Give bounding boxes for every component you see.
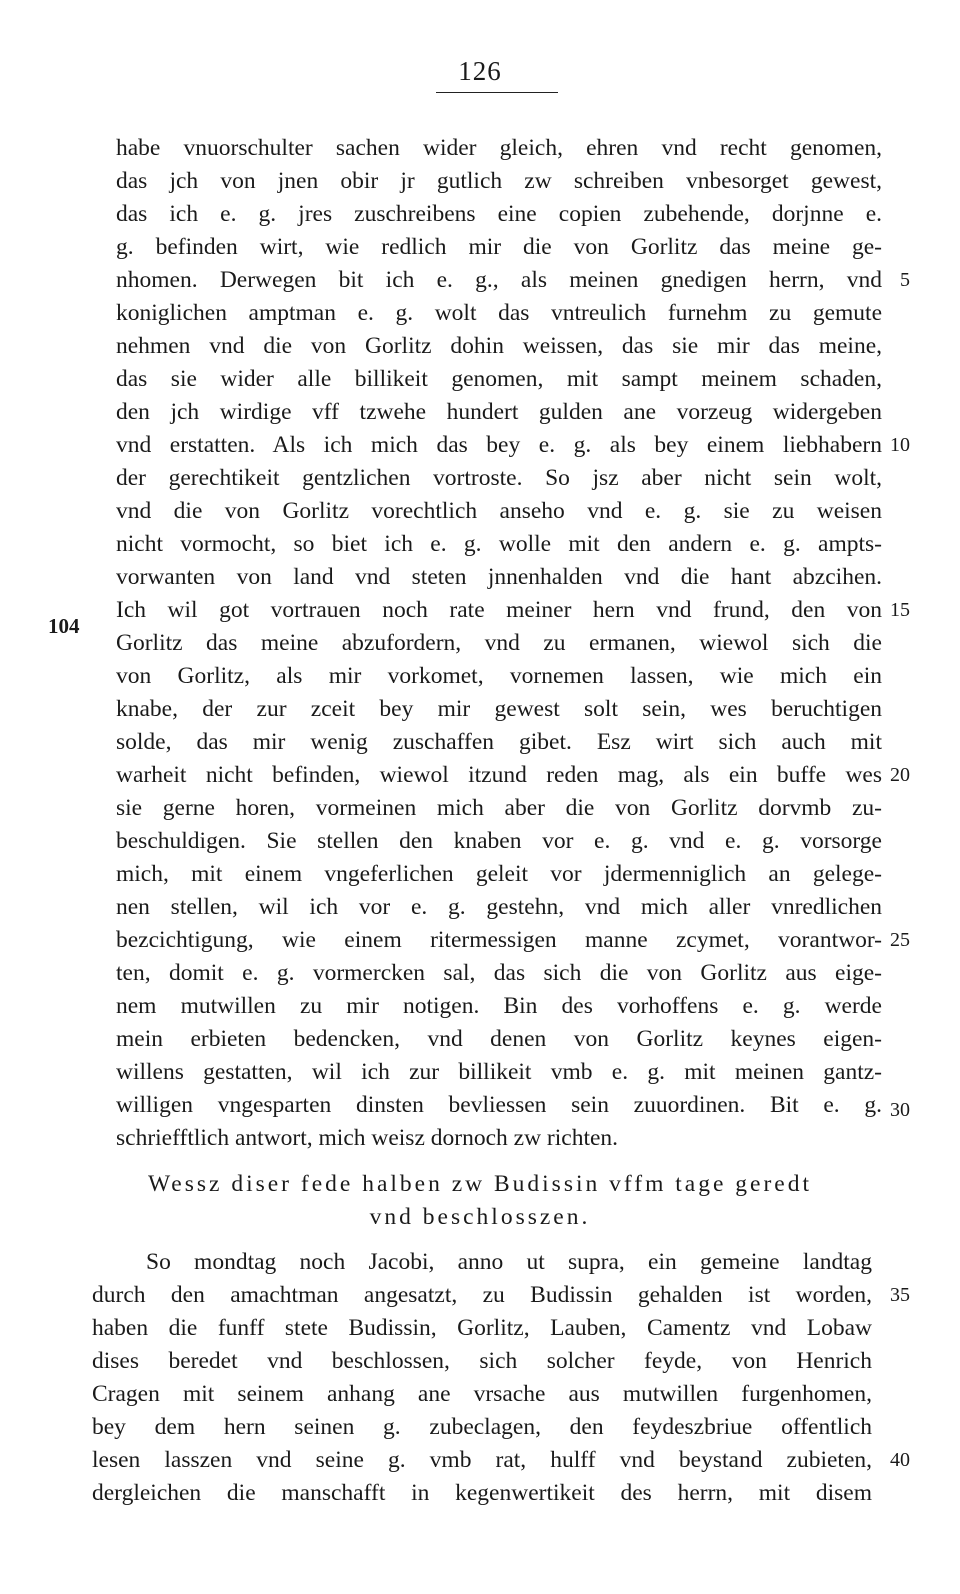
line-number: 10 — [890, 434, 910, 456]
text-line: nen stellen, wil ich vor e. g. gestehn, vnd mich aller vnredlichen — [116, 894, 882, 920]
text-line: haben die funff stete Budissin, Gorlitz, Lauben, Camentz vnd Lobaw — [92, 1315, 872, 1341]
text-line: das ich e. g. jres zuschreibens eine copien zubehende, dorjnne e. — [116, 201, 882, 227]
text-line: koniglichen amptman e. g. wolt das vntreulich furnehm zu gemute — [116, 300, 882, 326]
text-line: der gerechtikeit gentzlichen vortroste. So jsz aber nicht sein wolt, — [116, 465, 882, 491]
text-line: nicht vormocht, so biet ich e. g. wolle mit den andern e. g. ampts- — [116, 531, 882, 557]
text-line: sie gerne horen, vormeinen mich aber die von Gorlitz dorvmb zu- — [116, 795, 882, 821]
text-line: willigen vngesparten dinsten bevliessen sein zuuordinen. Bit e. g. — [116, 1092, 882, 1118]
text-line: Cragen mit seinem anhang ane vrsache aus mutwillen furgenhomen, — [92, 1381, 872, 1407]
text-line: mein erbieten bedencken, vnd denen von Gorlitz keynes eigen- — [116, 1026, 882, 1052]
text-line: ten, domit e. g. vormercken sal, das sich die von Gorlitz aus eige- — [116, 960, 882, 986]
line-number: 30 — [890, 1099, 910, 1121]
text-line: So mondtag noch Jacobi, anno ut supra, ein gemeine landtag — [146, 1249, 872, 1275]
text-line: warheit nicht befinden, wiewol itzund reden mag, als ein buffe wes — [116, 762, 882, 788]
page-number: 126 — [458, 56, 502, 86]
text-line: durch den amachtman angesatzt, zu Budissin gehalden ist worden, — [92, 1282, 872, 1308]
section-heading-line: vnd beschlosszen. — [369, 1204, 591, 1230]
section-heading-line: Wessz diser fede halben zw Budissin vffm tage geredt — [148, 1171, 812, 1197]
text-line: vnd die von Gorlitz vorechtlich anseho vnd e. g. sie zu weisen — [116, 498, 882, 524]
text-line: vorwanten von land vnd steten jnnenhalden vnd die hant abzcihen. — [116, 564, 882, 590]
text-line: knabe, der zur zceit bey mir gewest solt sein, wes beruchtigen — [116, 696, 882, 722]
text-line: nehmen vnd die von Gorlitz dohin weissen, das sie mir das meine, — [116, 333, 882, 359]
text-line: schriefftlich antwort, mich weisz dornoch zw richten. — [116, 1125, 619, 1151]
text-line: habe vnuorschulter sachen wider gleich, ehren vnd recht genomen, — [116, 135, 882, 161]
text-line: lesen lasszen vnd seine g. vmb rat, hulff vnd beystand zubieten, — [92, 1447, 872, 1473]
text-line: dises beredet vnd beschlossen, sich solcher feyde, von Henrich — [92, 1348, 872, 1374]
page-number-rule — [436, 92, 558, 93]
text-line: beschuldigen. Sie stellen den knaben vor e. g. vnd e. g. vorsorge — [116, 828, 882, 854]
text-line: nem mutwillen zu mir notigen. Bin des vorhoffens e. g. werde — [116, 993, 882, 1019]
text-line: das sie wider alle billikeit genomen, mit sampt meinem schaden, — [116, 366, 882, 392]
text-line: mich, mit einem vngeferlichen geleit vor jdermenniglich an gelege- — [116, 861, 882, 887]
text-line: das jch von jnen obir jr gutlich zw schreiben vnbesorget gewest, — [116, 168, 882, 194]
line-number: 25 — [890, 929, 910, 951]
text-line: bezcichtigung, wie einem ritermessigen manne zcymet, vorantwor- — [116, 927, 882, 953]
text-line: Ich wil got vortrauen noch rate meiner hern vnd frund, den von — [116, 597, 882, 623]
text-line: Gorlitz das meine abzufordern, vnd zu ermanen, wiewol sich die — [116, 630, 882, 656]
text-line: willens gestatten, wil ich zur billikeit vmb e. g. mit meinen gantz- — [116, 1059, 882, 1085]
text-line: vnd erstatten. Als ich mich das bey e. g. als bey einem liebhabern — [116, 432, 882, 458]
text-line: nhomen. Derwegen bit ich e. g., als meinen gnedigen herrn, vnd — [116, 267, 882, 293]
line-number: 20 — [890, 764, 910, 786]
line-number: 5 — [900, 269, 910, 291]
text-line: g. befinden wirt, wie redlich mir die von Gorlitz das meine ge- — [116, 234, 882, 260]
text-line: von Gorlitz, als mir vorkomet, vornemen lassen, wie mich ein — [116, 663, 882, 689]
line-number: 40 — [890, 1449, 910, 1471]
text-line: den jch wirdige vff tzwehe hundert gulden ane vorzeug widergeben — [116, 399, 882, 425]
text-line: bey dem hern seinen g. zubeclagen, den feydeszbriue offentlich — [92, 1414, 872, 1440]
text-line: solde, das mir wenig zuschaffen gibet. Esz wirt sich auch mit — [116, 729, 882, 755]
text-line: dergleichen die manschafft in kegenwertikeit des herrn, mit disem — [92, 1480, 872, 1506]
line-number: 35 — [890, 1284, 910, 1306]
margin-page-reference: 104 — [48, 614, 80, 638]
line-number: 15 — [890, 599, 910, 621]
